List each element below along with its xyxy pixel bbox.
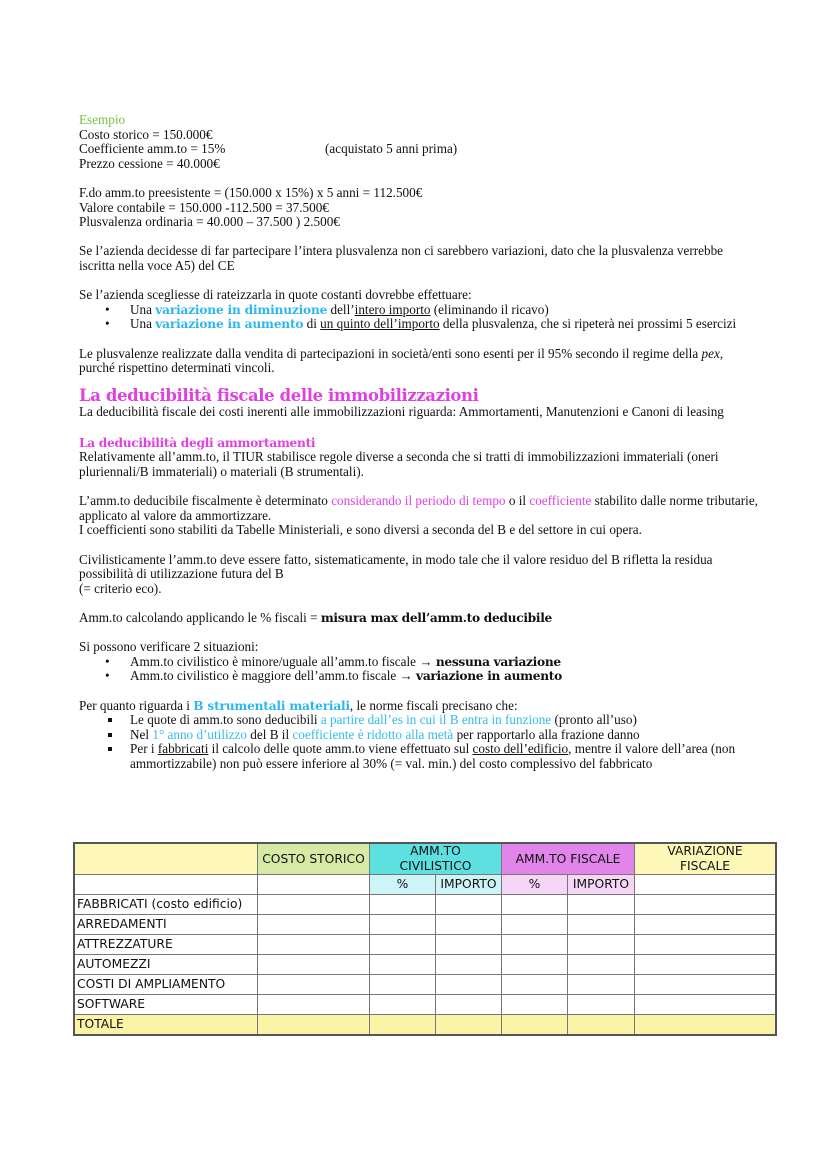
table-subheader-row (74, 875, 776, 895)
row-label: ARREDAMENTI (74, 915, 258, 935)
header-amm-civilistico: AMM.TO CIVILISTICO (370, 843, 502, 875)
list-item: Le quote di amm.to sono deducibili a partire dall’es in cui il B entra in funzione (pronto all’uso) (79, 713, 759, 728)
paragraph: Si possono verificare 2 situazioni: (79, 639, 259, 655)
subheader-importo: IMPORTO (568, 875, 635, 895)
subsection-title: La deducibilità degli ammortamenti (79, 435, 316, 450)
paragraph: Relativamente all’amm.to, il TIUR stabilisce regole diverse a seconda che si tratti di immobilizzazioni immateriali (oneri pluriennali/B immateriali) o materiali (B strumentali). (79, 449, 719, 480)
table-row (74, 935, 776, 955)
paragraph: La deducibilità fiscale dei costi inerenti alle immobilizzazioni riguarda: Ammortamenti, Manutenzioni e Canoni di leasing (79, 403, 724, 419)
subheader-pct: % (502, 875, 568, 895)
row-label: SOFTWARE (74, 995, 258, 1015)
subheader-importo: IMPORTO (436, 875, 502, 895)
table-row (74, 915, 776, 935)
table-header-row (74, 843, 776, 875)
list-item: Nel 1° anno d’utilizzo del B il coefficiente è ridotto alla metà per rapportarlo alla frazione danno (79, 728, 759, 743)
paragraph: I coefficienti sono stabiliti da Tabelle Ministeriali, e sono diversi a seconda del B e del settore in cui opera. (79, 522, 642, 538)
row-label-total: TOTALE (74, 1015, 258, 1036)
example-line-text: Coefficiente amm.to = 15% (79, 141, 226, 157)
list-item: Per i fabbricati il calcolo delle quote amm.to viene effettuato sul costo dell’edificio, mentre il valore dell’area (non ammortizzabile) non può essere inferiore al 30% (= val. min.) del costo complessivo del fabbricato (79, 742, 759, 771)
header-empty (74, 843, 258, 875)
header-amm-fiscale: AMM.TO FISCALE (502, 843, 635, 875)
row-label: ATTREZZATURE (74, 935, 258, 955)
paragraph: L’amm.to deducibile fiscalmente è determinato considerando il periodo di tempo o il coefficiente stabilito dalle norme tributarie, applicato al valore da ammortizzare. (79, 493, 758, 523)
paragraph: Per quanto riguarda i B strumentali materiali, le norme fiscali precisano che: (79, 697, 518, 713)
table-row (74, 975, 776, 995)
depreciation-table (73, 842, 777, 1036)
header-costo-storico: COSTO STORICO (258, 843, 370, 875)
subheader-pct: % (370, 875, 436, 895)
bullet-list (79, 303, 759, 332)
paragraph: Civilisticamente l’amm.to deve essere fatto, sistematicamente, in modo tale che il valore residuo del B rifletta la residua possibilità di utilizzazione futura del B (79, 551, 713, 582)
list-item: • Amm.to civilistico è minore/uguale all’amm.to fiscale → nessuna variazione (79, 655, 759, 670)
calc-line: F.do amm.to preesistente = (150.000 x 15%) x 5 anni = 112.500€ (79, 184, 423, 200)
table-row (74, 895, 776, 915)
table-row (74, 955, 776, 975)
row-label: COSTI DI AMPLIAMENTO (74, 975, 258, 995)
document-page (79, 113, 759, 772)
row-label: AUTOMEZZI (74, 955, 258, 975)
row-label: FABBRICATI (costo edificio) (74, 895, 258, 915)
calc-line: Valore contabile = 150.000 -112.500 = 37.500€ (79, 199, 329, 215)
paragraph: (= criterio eco). (79, 580, 162, 596)
table-total-row (74, 1015, 776, 1036)
list-item: • Una variazione in diminuzione dell’intero importo (eliminando il ricavo) (79, 303, 759, 318)
list-item: • Amm.to civilistico è maggiore dell’amm.to fiscale → variazione in aumento (79, 669, 759, 684)
example-note: (acquistato 5 anni prima) (325, 141, 458, 157)
paragraph: Le plusvalenze realizzate dalla vendita di partecipazioni in società/enti sono esenti per il 95% secondo il regime della pex, purché rispettino determinati vincoli. (79, 345, 724, 376)
section-title: La deducibilità fiscale delle immobilizzazioni (79, 385, 479, 405)
situations-list (79, 655, 759, 684)
paragraph: Se l’azienda scegliesse di rateizzarla in quote costanti dovrebbe effettuare: (79, 287, 472, 303)
rules-list (79, 713, 759, 771)
paragraph: Amm.to calcolando applicando le % fiscali = misura max dell’amm.to deducibile (79, 610, 552, 625)
list-item: • Una variazione in aumento di un quinto dell’importo della plusvalenza, che si ripeterà nei prossimi 5 esercizi (79, 317, 759, 332)
example-line: Costo storico = 150.000€ (79, 126, 213, 142)
calc-line: Plusvalenza ordinaria = 40.000 – 37.500 ) 2.500€ (79, 214, 340, 230)
example-line (79, 142, 759, 157)
header-variazione-fiscale: VARIAZIONE FISCALE (635, 843, 777, 875)
paragraph: Se l’azienda decidesse di far partecipare l’intera plusvalenza non ci sarebbero variazioni, dato che la plusvalenza verrebbe iscritta nella voce A5) del CE (79, 243, 724, 273)
example-title: Esempio (79, 112, 126, 127)
highlight: variazione in aumento (155, 317, 304, 332)
highlight: variazione in diminuzione (155, 302, 328, 317)
example-line: Prezzo cessione = 40.000€ (79, 155, 220, 171)
table-row (74, 995, 776, 1015)
